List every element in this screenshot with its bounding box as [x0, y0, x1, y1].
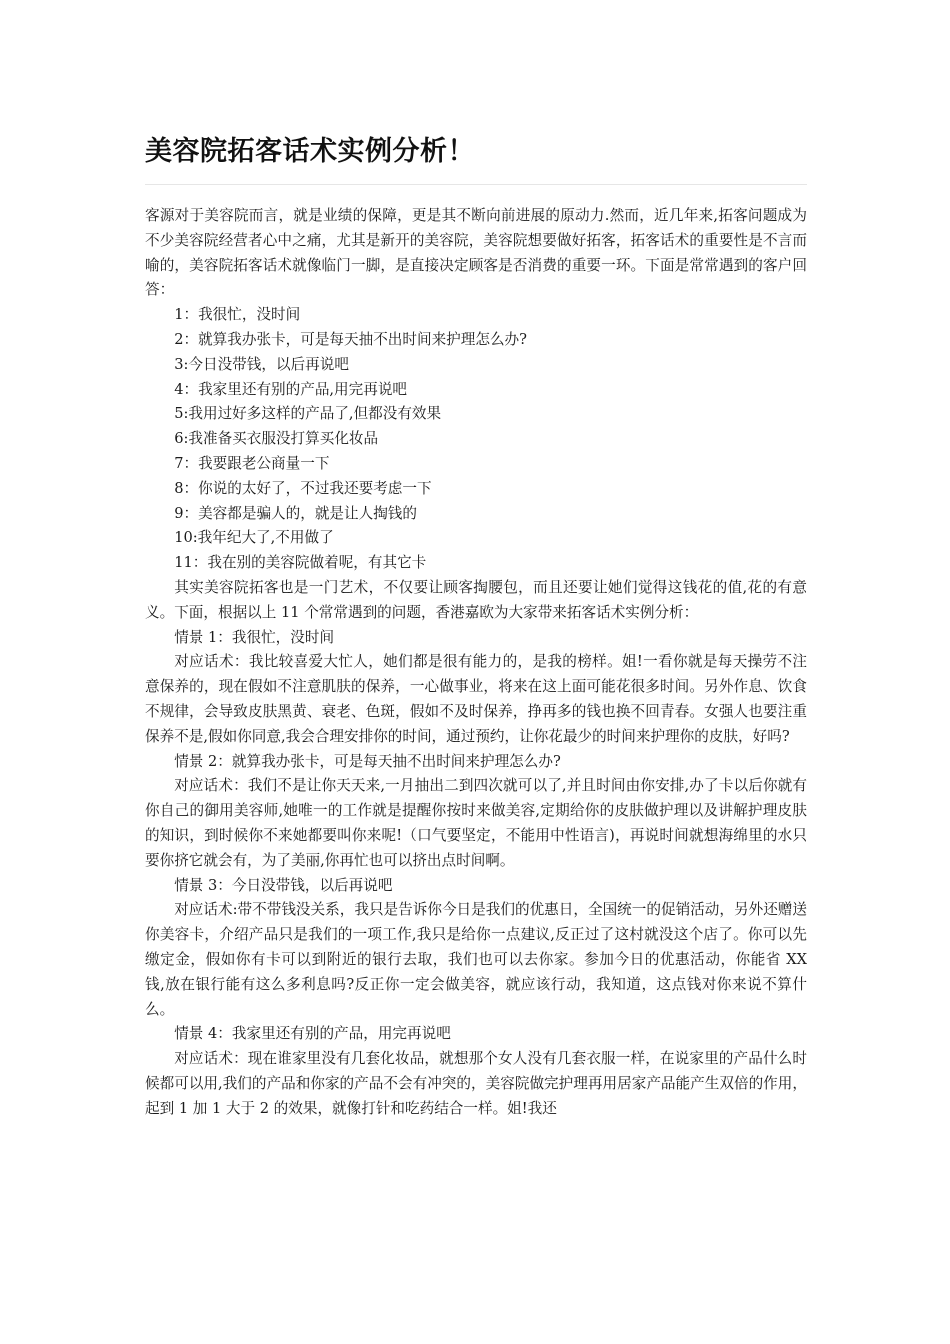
- objection-item: 3:今日没带钱，以后再说吧: [174, 355, 349, 373]
- objection-item: 4：我家里还有别的产品,用完再说吧: [174, 380, 408, 398]
- scenario-answer: 对应话术:带不带钱没关系，我只是告诉你今日是我们的优惠日，全国统一的促销活动，另外还赠送你美容卡，介绍产品只是我们的一项工作,我只是给你一点建议,反正过了这村就没这个店了。你可以先缴定金，假如你有卡可以到附近的银行去取，我们也可以去你家。参加今日的优惠活动，你能省 XX 钱,放在银行能有这么多利息吗?反正你一定会做美容，就应该行动，我知道，这点钱对你来说不算什么。: [145, 901, 807, 1018]
- objection-item: 8：你说的太好了，不过我还要考虑一下: [174, 479, 432, 497]
- scenario-answer: 对应话术：我比较喜爱大忙人，她们都是很有能力的，是我的榜样。姐!一看你就是每天操劳不注意保养的，现在假如不注意肌肤的保养，一心做事业，将来在这上面可能花很多时间。另外作息、饮食不规律，会导致皮肤黑黄、衰老、色斑，假如不及时保养，挣再多的钱也换不回青春。女强人也要注重保养不是,假如你同意,我会合理安排你的时间，通过预约，让你花最少的时间来护理你的皮肤，好吗?: [145, 653, 807, 745]
- objection-item: 2：就算我办张卡，可是每天抽不出时间来护理怎么办?: [174, 330, 527, 348]
- objection-item: 10:我年纪大了,不用做了: [174, 529, 334, 547]
- objection-item: 6:我准备买衣服没打算买化妆品: [174, 430, 379, 448]
- objection-item: 9：美容都是骗人的，就是让人掏钱的: [174, 504, 417, 522]
- objection-item: 5:我用过好多这样的产品了,但都没有效果: [174, 405, 442, 423]
- scenario-answer: 对应话术：我们不是让你天天来,一月抽出二到四次就可以了,并且时间由你安排,办了卡以后你就有你自己的御用美容师,她唯一的工作就是提醒你按时来做美容,定期给你的皮肤做护理以及讲解护理皮肤的知识，到时候你不来她都要叫你来呢!（口气要坚定，不能用中性语言)，再说时间就想海绵里的水只要你挤它就会有，为了美丽,你再忙也可以挤出点时间啊。: [145, 777, 807, 869]
- objection-item: 1：我很忙，没时间: [174, 306, 301, 324]
- objection-item: 11：我在别的美容院做着呢，有其它卡: [174, 554, 427, 572]
- transition-paragraph: 其实美容院拓客也是一门艺术，不仅要让顾客掏腰包，而且还要让她们觉得这钱花的值,花的有意义。下面，根据以上 11 个常常遇到的问题，香港嘉欧为大家带来拓客话术实例分析：: [145, 578, 807, 621]
- document-body: [145, 204, 807, 1121]
- intro-paragraph: 客源对于美容院而言，就是业绩的保障，更是其不断向前进展的原动力.然而，近几年来,拓客问题成为不少美容院经营者心中之痛，尤其是新开的美容院，美容院想要做好拓客，拓客话术的重要性是不言而喻的，美容院拓客话术就像临门一脚，是直接决定顾客是否消费的重要一环。下面是常常遇到的客户回答：: [145, 207, 807, 299]
- objection-item: 7：我要跟老公商量一下: [174, 454, 330, 472]
- scenario-answer: 对应话术：现在谁家里没有几套化妆品，就想那个女人没有几套衣服一样，在说家里的产品什么时候都可以用,我们的产品和你家的产品不会有冲突的，美容院做完护理再用居家产品能产生双倍的作用，起到 1 加 1 大于 2 的效果，就像打针和吃药结合一样。姐!我还: [145, 1050, 807, 1117]
- scenario-heading: 情景 1：我很忙，没时间: [174, 628, 335, 646]
- document-title: 美容院拓客话术实例分析！: [145, 136, 475, 167]
- title-divider: [145, 184, 807, 185]
- scenario-heading: 情景 3：今日没带钱，以后再说吧: [174, 876, 393, 894]
- scenario-heading: 情景 4：我家里还有别的产品，用完再说吧: [174, 1025, 451, 1043]
- scenario-heading: 情景 2：就算我办张卡，可是每天抽不出时间来护理怎么办?: [174, 752, 561, 770]
